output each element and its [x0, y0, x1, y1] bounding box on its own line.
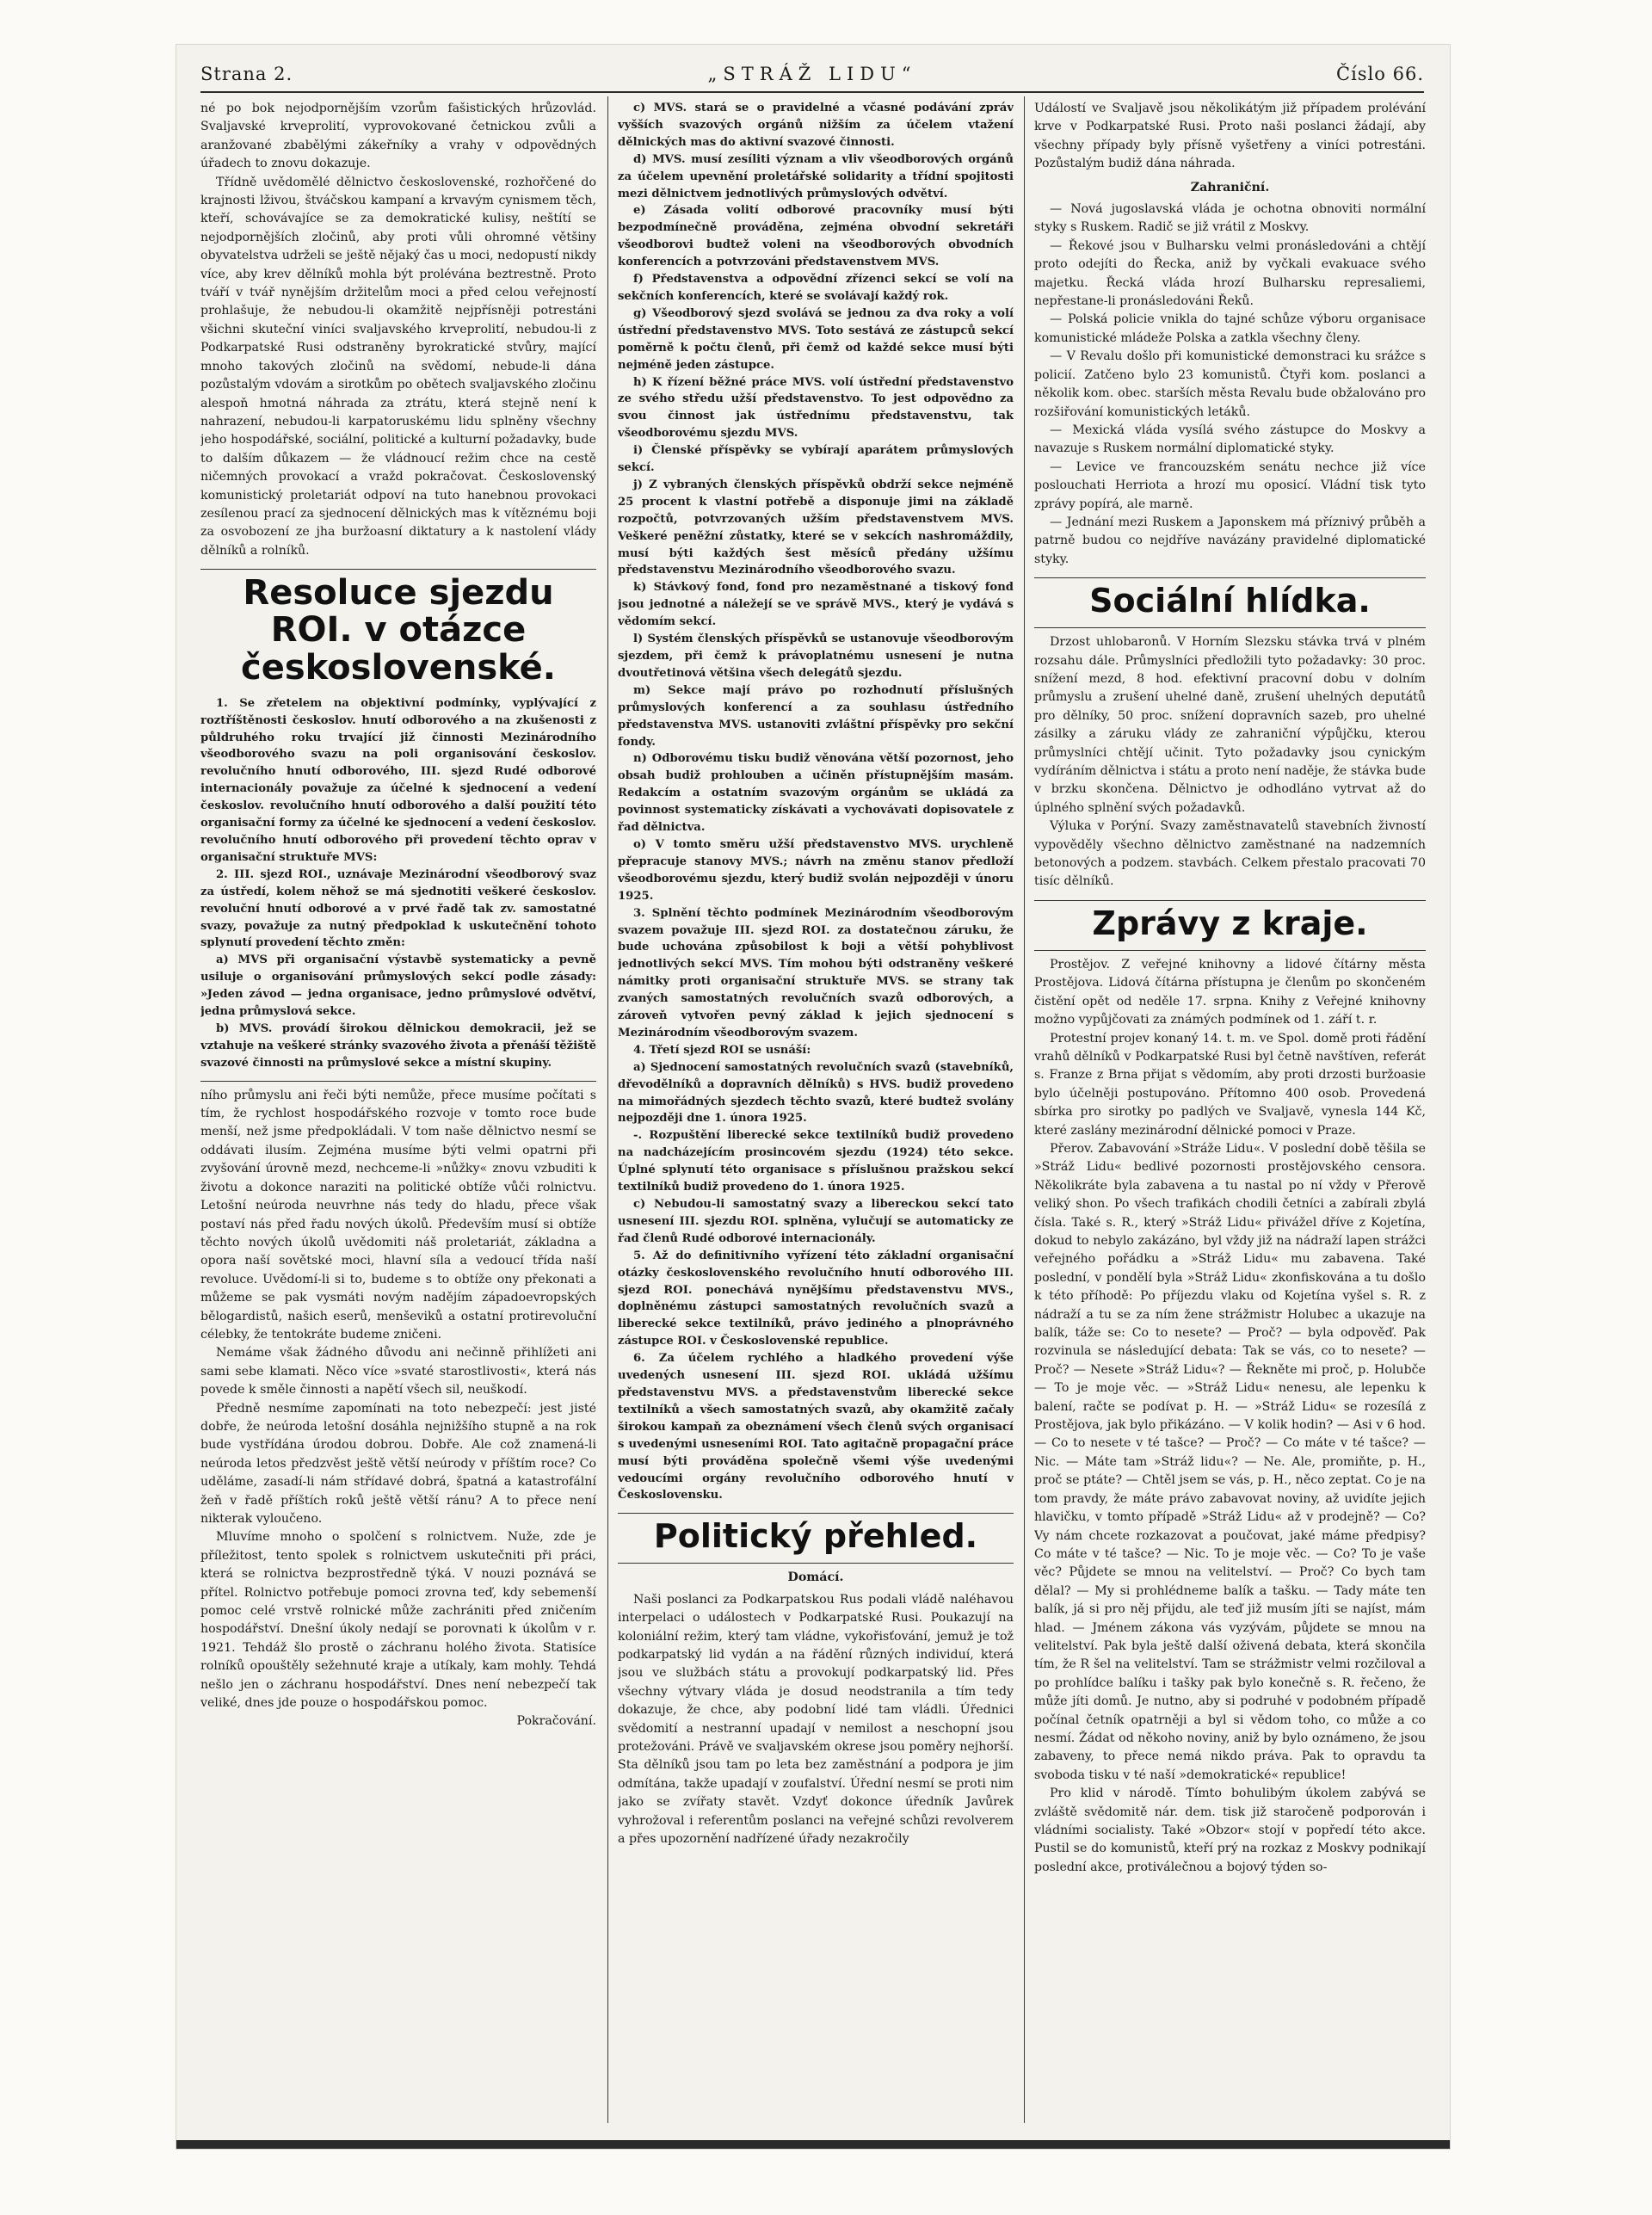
paragraph: Předně nesmíme zapomínati na toto nebezpečí: jest jisté dobře, že neúroda letošní dosáhla nejnižšího stupně a na rok bude vystřídána úrodou dobrou. Dobře. Ale což znamená-li neúroda letos předzvěst ještě větší neúrody v příštím roce? Co uděláme, zasadí-li nám střídavé dobrá, špatná a katastrofální žeň v řadě příštích roků ještě větší ránu? A to přece není nikterak vyloučeno. [200, 1401, 596, 1526]
resolution-paragraph: a) MVS při organisační výstavbě systematicky a pevně usiluje o organisování průmyslových sekcí podle zásady: »Jeden závod — jedna organisace, jedno průmyslové odvětví, jedna průmyslová sekce. [200, 953, 596, 1019]
resolution-item: e) Zásada volití odborové pracovníky musí býti bezpodmínečně prováděna, zejména obvodní sekretáři všeodborovi budtež voleni na všeodborových obvodních konferencích a potvrzováni představenstvem MVS. [618, 204, 1014, 269]
paragraph: Mluvíme mnoho o spolčení s rolnictvem. Nuže, zde je příležitost, tento spolek s rolnictvem uskutečniti při práci, která se rolnictva bezprostředně týká. V nouzi poznává se přítel. Rolnictvo potřebuje pomoci zrovna teď, kdy sebemenší pomoc celé vrstvě rolnické může zachrániti před zničením hospodářství. Dnešní úkoly nedají se porovnati k úkolům v r. 1921. Tehdáž šlo prostě o záchranu holého života. Statisíce rolníků opouštěly sežehnuté kraje a utíkaly, kam mohly. Tehdá nešlo jen o záchranu hospodářství. Dnes není nebezpečí tak veliké, dnes jde pouze o hospodářskou pomoc. [200, 1530, 596, 1711]
resolution-item: 5. Až do definitivního vyřízení této základní organisační otázky československého revolučního hnutí odborového III. sjezd ROI. ponechává nynějšímu představenstvu MVS., doplněnému zástupci samostatných revolučních svazů a liberecké sekce textilníků, právo jediného a plnoprávného zástupce ROI. v Československé republice. [618, 1249, 1014, 1348]
column-1 [200, 100, 596, 2123]
page-label: Strana 2. [200, 64, 293, 84]
resolution-item: h) K řízení běžné práce MVS. volí ústřední představenstvo ze svého středu užší představenstvo. To jest odpovědno za svou činnost jak ústřednímu představenstvu, tak všeodborovému sjezdu MVS. [618, 375, 1014, 441]
newspaper-page [176, 45, 1450, 2149]
resolution-item: d) MVS. musí zesíliti význam a vliv všeodborových orgánů za účelem upevnění proletářské solidarity a třídní spojitosti mezi dělnictvem jednotlivých průmyslových odvětví. [618, 152, 1014, 201]
column-2 [618, 100, 1014, 2123]
article-heading: Zprávy z kraje. [1092, 904, 1368, 942]
section-rule [200, 1081, 596, 1082]
section-rule [1034, 950, 1426, 951]
header-rule [200, 91, 1424, 93]
paragraph: Nemáme však žádného důvodu ani nečinně přihlížeti ani sami sebe klamati. Něco více »svaté starostlivosti«, která nás povede k směle činnosti a napětí všech sil, neuškodí. [200, 1346, 596, 1397]
resolution-item: c) MVS. stará se o pravidelné a včasné podávání zpráv vyšších svazových orgánů nižším za účelem vtažení dělnických mas do aktivní svazové činnosti. [618, 102, 1014, 149]
news-item: Výluka v Porýní. Svazy zaměstnavatelů stavebních živností vypověděly všechno dělnictvo zaměstnané na nadzemních betonových a podzem. stavbách. Celkem přestalo pracovati 70 tisíc dělníků. [1034, 819, 1426, 889]
resolution-paragraph: 2. III. sjezd ROI., uznávaje Mezinárodní všeodborový svaz za ústředí, kolem něhož se má sjednotiti veškeré českoslov. revoluční hnutí odborové a v prvé řadě tak zv. samostatné svazy, považuje za nutný předpoklad k uskutečnění tohoto splynutí provedení těchto změn: [200, 867, 596, 950]
column-3 [1034, 100, 1426, 2123]
paragraph: Událostí ve Svaljavě jsou několikátým již případem prolévání krve v Podkarpatské Rusi. Proto naši poslanci žádají, aby všechny případy byly přísně vyšetřeny a viníci potrestáni. Pozůstalým budiž dána náhrada. [1034, 102, 1426, 171]
masthead-title: „STRÁŽ LIDU“ [707, 64, 917, 84]
news-item: Pro klid v národě. Tímto bohulibým úkolem zabývá se zvláště svědomitě nár. dem. tisk již staročeně podporován i vládními socialisty. Také »Obzor« stojí v popředí této akce. Pustil se do komunistů, kteří prý na rozkaz z Moskvy podnikají poslední akce, protiválečnou a bojový týden so- [1034, 1786, 1426, 1874]
resolution-paragraph: 1. Se zřetelem na objektivní podmínky, vyplývající z roztříštěnosti českoslov. hnutí odborového a na zkušenosti z půldruhého roku trvající již činnosti Mezinárodního všeodborového svazu na poli organisování českoslov. revolučního hnutí odborového, III. sjezd Rudé odborové internacionály považuje za účelné k sjednocení a vedení českoslov. revolučního hnutí odborového a další použití této organisační formy za účelné ke sjednocení a vedení českoslov. revolučního hnutí odborového při provedení těchto oprav v organisační struktuře MVS: [200, 696, 596, 864]
resolution-item: c) Nebudou-li samostatný svazy a libereckou sekcí tato usnesení III. sjezdu ROI. splněna, vylučují se automaticky ze řad členů Rudé odborové internacionály. [618, 1198, 1014, 1245]
running-header [200, 60, 1424, 89]
news-item: Drzost uhlobaronů. V Horním Slezsku stávka trvá v plném rozsahu dále. Průmyslníci předložili tyto požadavky: 30 proc. snížení mezd, 8 hod. efektivní pracovní dobu v dolním průmyslu a zrušení uhelné daně, zrušení uhelných deputátů pro dělníky, 50 proc. snížení dopravních sazeb, pro uhelné zásilky a záruku vlády ze zahraniční výpůjčku, kterou průmyslníci chtějí učinit. Tyto požadavky jsou cynickým vydíráním dělnictva i státu a proto není naděje, že stávka bude v brzku skončena. Dělnictvo je odhodláno vytrvat až do úplného splnění svých požadavků. [1034, 635, 1426, 815]
bottom-border [176, 2140, 1450, 2149]
column-divider [1024, 96, 1025, 2123]
resolution-item: k) Stávkový fond, fond pro nezaměstnané a tiskový fond jsou jednotné a náležejí se ve správě MVS., který je vydává s vědomím sekcí. [618, 581, 1014, 629]
news-item: — Jednání mezi Ruskem a Japonskem má příznivý průběh a patrně budou co nejdříve navázány pravidelné diplomatické styky. [1034, 515, 1426, 566]
resolution-item: l) Systém členských příspěvků se ustanovuje všeodborovým sjezdem, při čemž k právoplatnému usnesení je nutna dvoutřetinová většina všech delegátů sjezdu. [618, 632, 1014, 680]
news-item: — Řekové jsou v Bulharsku velmi pronásledováni a chtějí proto odejíti do Řecka, aniž by vyčkali evakuace svého majetku. Řecká vláda hrozí Bulharsku represaliemi, nepřestane-li pronásledováni Řeků. [1034, 238, 1426, 309]
resolution-item: n) Odborovému tisku budiž věnována větší pozornost, jeho obsah budiž prohlouben a učiněn přístupnějším masám. Redakcím a ostatním svazovým orgánům se ukládá za povinnost systematicky získávati a vychovávati dopisovatele z řad dělnictva. [618, 752, 1014, 835]
paragraph: né po bok nejodpornějším vzorům fašistických hrůzovlád. Svaljavské krveprolití, vyprovokované četnickou zvůli a aranžované zbabělými zákeřníky a vrahy v odpovědných úřadech to znovu dokazuje. [200, 102, 596, 171]
article-heading: Resoluce sjezdu ROI. v otázce československé. [241, 573, 556, 688]
resolution-item: 3. Splnění těchto podmínek Mezinárodním všeodborovým svazem považuje III. sjezd ROI. za dostatečnou záruku, že bude uchována způsobilost k boji a větší pohyblivost jednotlivých sekcí MVS. Tím mohou býti odstraněny veškeré námitky proti organisační struktuře MVS. se strany tak zvaných samostatných revolučních svazů odborových, a zároveň vytvořen pevný základ k jejich sjednocení s Mezinárodním všeodborovým svazem. [618, 906, 1014, 1040]
resolution-item: f) Představenstva a odpovědní zřízenci sekcí se volí na sekčních konferencích, které se svolávají každý rok. [618, 273, 1014, 303]
section-rule [1034, 577, 1426, 578]
section-rule [1034, 627, 1426, 628]
news-item: Protestní projev konaný 14. t. m. ve Spol. domě proti řádění vrahů dělníků v Podkarpatské Rusi byl četně navštíven, referát s. Franze z Brna přijat s vědomím, aby proti drzosti buržoasie bylo účelněji postupováno. Přítomno 400 osob. Provedená sbírka pro sirotky po padlých ve Svaljavě, vynesla 144 Kč, které zaslány mezinárodní dělnické pomoci v Praze. [1034, 1031, 1426, 1138]
paragraph: Třídně uvědomělé dělnictvo československé, rozhořčené do krajnosti lživou, štváčskou kampaní a krvavým cynismem těch, kteří, schovávajíce se za demokratické kulisy, neštítí se nejodpornějších zločinů, aby proti vůli ohromné většiny obyvatelstva udrželi se ještě nějaký čas u moci, nedopustí nikdy více, aby krev dělníků mohla být prolévána beztrestně. Proto tváří v tvář nynějším držitelům moci a před celou veřejností prohlašuje, že nebudou-li okamžitě nejpřísněji potrestáni všichni skuteční viníci svaljavského krveprolití, nebudou-li z Podkarpatské Rusi odstraněny byrokratické stvůry, mající mnoho takových zločinů na svědomí, nebude-li dána pozůstalým vdovám a sirotkům po obětech svaljavského zločinu alespoň hmotná náhrada za ztrátu, která stejně není k nahrazení, nebudou-li karpatoruskému lidu splněny všechny jeho hospodářské, sociální, politické a kulturní požadavky, bude to dalším důkazem — že vládnoucí režim chce na cestě ničemných provokací a vražd pokračovat. Československý komunistický proletariát odpoví na tuto hanebnou provokaci zesílenou prací za sjednocení dělnických mas k vítěznému boji za osvobození ze jha buržoasní diktatury a k nastolení vlády dělníků a rolníků. [200, 175, 596, 558]
news-item: Přerov. Zabavování »Stráže Lidu«. V poslední době těšila se »Stráž Lidu« bedlivé pozornosti prostějovského censora. Několikráte byla zabavena a tu nastal po ní vždy v Přerově veliký shon. Po všech trafikách chodili četníci a zabírali zbylá čísla. Také s. R., který »Stráž Lidu« přivážel dříve z Kojetína, dokud to nebylo zakázáno, byl vždy již na nádraží lapen strážci veřejného pořádku a »Stráž Lidu« mu zabavena. Také poslední, v pondělí byla »Stráž Lidu« zkonfiskována a tu došlo k této příhodě: Po příjezdu vlaku od Kojetína vyšel s. R. z nádraží a tu se za ním žene strážmistr Holubec a ukazuje na balík, táže se: Co to nesete? — Proč? — byla odpověď. Pak rozvinula se následující debata: Tak se vás, co to nesete? — Proč? — Nesete »Stráž Lidu«? — Řekněte mi proč, p. Holubče — To je moje věc. — »Stráž Lidu« nenesu, ale lepenku k balení, račte se podívat p. H. — »Stráž Lidu« se rozesílá z Prostějova, jak bylo přikázáno. — V kolik hodin? — Asi v 6 hod. — Co to nesete v té tašce? — Proč? — Co máte v té tašce? — Nic. — Máte tam »Stráž lidu«? — Ne. Ale, promiňte, p. H., proč se ptáte? — Chtěl jsem se vás, p. H., něco zeptat. Co je na tom pravdy, že máte právo zabavovat noviny, až uvidíte jejich hlavičku, v tomto případě »Stráž Lidu« až v prodejně? — Co? Vy nám chcete rozkazovat a poučovat, jaké máme předpisy? Co máte v té tašce? — Nic. To je moje věc. — Co? To je vaše věc? Půjdete se mnou na velitelství. — Proč? Co bych tam dělal? — My si prohlédneme balík a tašku. — Tady máte ten balík, já si pro něj přijdu, ale teď již musím jíti se najíst, mám hlad. — Jménem zákona vás vyzývám, půjdete se mnou na velitelství. Pak byla ještě další oživená debata, která skončila tím, že R šel na velitelství. Tam se strážmistr velmi rozčiloval a po prohlídce balíku i tašky pak bylo konečně s. R. řečeno, že může jíti domů. Je nutno, aby si podruhé v podobném případě počínal četník opatrněji a byl si vědom toho, co může a co nesmí. Žádat od někoho noviny, aniž by bylo oznámeno, že jsou zabaveny, to přece nemá nikdo práva. Pak to opravdu ta svoboda tisku v té naší »demokratické« republice! [1034, 1141, 1426, 1782]
news-item: Prostějov. Z veřejné knihovny a lidové čítárny města Prostějova. Lidová čítárna přístupna je členům po skončeném čistění opět od neděle 17. srpna. Knihy z Veřejné knihovny možno vypůjčovati za známých podmínek od 1. září t. r. [1034, 957, 1426, 1027]
paragraph: ního průmyslu ani řeči býti nemůže, přece musíme počítati s tím, že rychlost hospodářského rozvoje v tomto roce bude menší, než jsme předpokládali. V tom naše dělnictvo nesmí se oddávati ilusím. Zejména musíme býti velmi opatrni při zvyšování úrovně mezd, nechceme-li »nůžky« znovu vzbuditi k životu a dokonce naraziti na politické obtíže vůči rolnictvu. Letošní neúroda neuvrhne nás tedy do hladu, přece však postaví nás před řadu nových úkolů. Především musí si obtíže těchto nových úkolů uvědomiti náš proletariát, základna a opora naší sovětské moci, hlavní síla a vedoucí třída naší revoluce. Uvědomí-li si to, budeme s to obtíže ony překonati a můžeme se pak vysmáti novým nadějím západoevropských bělogardistů, našich eserů, menševiků a ostatní protirevoluční célebky, že tentokráte budeme zničeni. [200, 1088, 596, 1342]
column-divider [607, 96, 608, 2123]
resolution-item: i) Členské příspěvky se vybírají aparátem průmyslových sekcí. [618, 444, 1014, 475]
section-rule [1034, 900, 1426, 901]
section-rule [200, 569, 596, 570]
resolution-item: 6. Za účelem rychlého a hladkého provedení výše uvedených usnesení III. sjezd ROI. ukládá užšímu představenstvu MVS. a představenstvům liberecké sekce textilníků a všech samostatných svazů, aby okamžitě začaly širokou kampaň za obeznámení všech členů svých organisací s uvedenými usneseními ROI. Tato agitačně propagační práce musí býti prováděna společně všemi výše uvedenými vedoucími orgány revolučního odborového hnutí v Československu. [618, 1352, 1014, 1502]
section-rule [618, 1563, 1014, 1564]
resolution-item: g) Všeodborový sjezd svolává se jednou za dva roky a volí ústřední představenstvo MVS. Toto sestává ze zástupců sekcí poměrně k počtu členů, při čemž od každé sekce musí býti nejméně jeden zástupce. [618, 306, 1014, 372]
resolution-item: 4. Třetí sjezd ROI se usnáší: [633, 1043, 811, 1057]
issue-number: Číslo 66. [1336, 64, 1424, 84]
section-rule [618, 1513, 1014, 1514]
section-subheading: Domácí. [787, 1570, 844, 1585]
news-item: — Mexická vláda vysílá svého zástupce do Moskvy a navazuje s Ruskem normální diplomatické styky. [1034, 423, 1426, 456]
news-item: — V Revalu došlo při komunistické demonstraci ku srážce s policií. Zatčeno bylo 23 komunistů. Čtyři kom. poslanci a několik kom. obec. starších města Revalu bude obžalováno pro rozšiřování komunistických letáků. [1034, 349, 1426, 419]
resolution-item: o) V tomto směru užší představenstvo MVS. urychleně přepracuje stanovy MVS.; návrh na změnu stanov předloží všeodborovému sjezdu, který budiž svolán nejpozději v únoru 1925. [618, 837, 1014, 903]
continuation-note: Pokračování. [516, 1714, 596, 1729]
resolution-item: -. Rozpuštění liberecké sekce textilníků budiž provedeno na nadcházejícím prosincovém sjezdu (1924) této sekce. Úplné splynutí této organisace s příslušnou pražskou sekcí textilníků budiž provedeno do 1. února 1925. [618, 1129, 1014, 1194]
article-heading: Sociální hlídka. [1089, 582, 1371, 620]
section-subheading: Zahraniční. [1190, 180, 1270, 194]
resolution-item: j) Z vybraných členských příspěvků obdrží sekce nejméně 25 procent k vlastní potřebě a disponuje jimi na základě rozpočtů, potvrzovaných užším představenstvem MVS. Veškeré peněžní zůstatky, které se v sekcích nashromáždily, musí býti každých šest měsíců předány užšímu představenstvu Mezinárodního všeodborového svazu. [618, 478, 1014, 577]
resolution-paragraph: b) MVS. provádí širokou dělnickou demokracii, jež se vztahuje na veškeré stránky svazového života a přenáší těžiště svazové činnosti na průmyslové sekce a místní skupiny. [200, 1021, 596, 1070]
resolution-item: a) Sjednocení samostatných revolučních svazů (stavebníků, dřevodělníků a dopravních dělníků) s HVS. budiž provedeno na mimořádných sjezdech těchto svazů, které budtež svolány nejpozději dne 1. února 1925. [618, 1060, 1014, 1126]
news-item: — Levice ve francouzském senátu nechce již více poslouchati Herriota a hrozí mu oposicí. Vládní tisk tyto zprávy popírá, ale marně. [1034, 460, 1426, 511]
news-item: — Nová jugoslavská vláda je ochotna obnoviti normální styky s Ruskem. Radič se již vrátil z Moskvy. [1034, 202, 1426, 235]
article-heading: Politický přehled. [653, 1517, 978, 1556]
news-item: — Polská policie vnikla do tajné schůze výboru organisace komunistické mládeže Polska a zatkla všechny členy. [1034, 312, 1426, 345]
resolution-item: m) Sekce mají právo po rozhodnutí příslušných průmyslových konferencí a za souhlasu ústředního představenstva MVS. ustanoviti zvláštní příspěvky pro sekční fondy. [618, 683, 1014, 749]
paragraph: Naši poslanci za Podkarpatskou Rus podali vládě naléhavou interpelaci o událostech v Podkarpatské Rusi. Poukazují na koloniální režim, který tam vládne, vykořisťování, jemuž je tož podkarpatský lid vydán a na řádění různých individuí, která jsou ve službách státu a provokují podkarpatský lid. Přes všechny výtvary vláda je dosud neodstranila a tím tedy dokazuje, že chce, aby podobní lidé tam vládli. Úřednici svědomití a nestranní upadají v nemilost a neschopní jsou protežováni. Právě ve svaljavském okrese jsou poměry nejhorší. Sta dělníků jsou tam po leta bez zaměstnání a podpora je jim odmítána, takže upadají v zoufalství. Úřední nesmí se proti nim jako se zvířaty stavět. Vzdyť dokonce úředník Javůrek vyhrožoval i referentům poslanci na veřejné schůzi revolverem a přes upozornění nadřízené úřady nezakročily [618, 1592, 1014, 1847]
